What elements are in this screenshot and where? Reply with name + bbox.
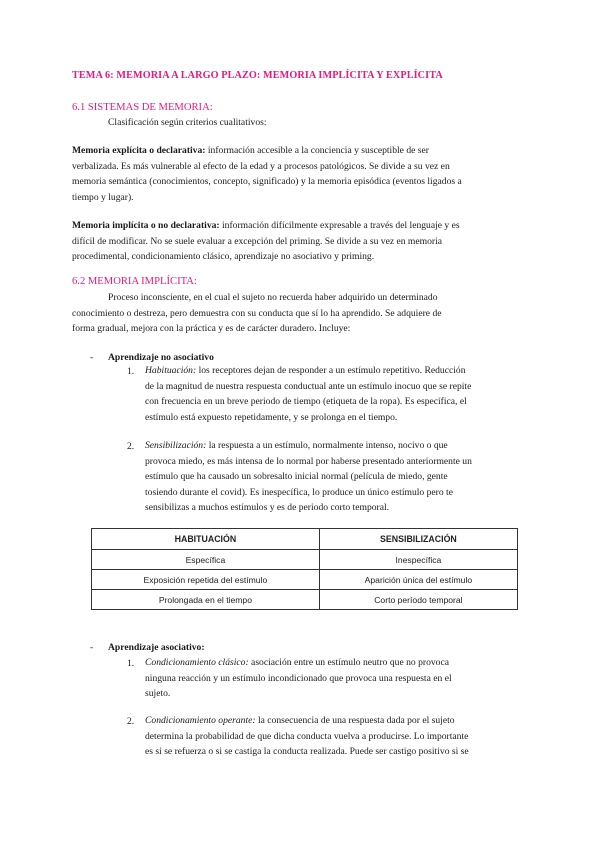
table-header: HABITUACIÓN [92, 529, 320, 550]
table-header: SENSIBILIZACIÓN [319, 529, 517, 550]
text-line: la consecuencia de una respuesta dada por el sujeto [255, 715, 455, 726]
text-line: sensibilizas a muchos estímulos y es de periodo corto temporal. [145, 502, 390, 514]
text-line: tiempo y lugar). [72, 191, 134, 203]
text-line: estímulo está expuesto repetidamente, y se prolonga en el tiempo. [145, 411, 398, 423]
classical-conditioning-term: Condicionamiento clásico: [145, 657, 249, 668]
text-line: es si se refuerza o si se castiga la conducta realizada. Puede ser castigo positivo si se [145, 746, 469, 758]
text-line: asociación entre un estímulo neutro que no provoca [248, 657, 449, 668]
table-cell: Prolongada en el tiempo [92, 590, 320, 610]
table-cell: Corto período temporal [319, 590, 517, 610]
text-line: verbalizada. Es más vulnerable al efecto de la edad y a procesos patológicos. Se divide a su vez en [72, 160, 450, 172]
operant-conditioning-item [145, 713, 469, 760]
sensitization-item [145, 438, 472, 516]
text-line: memoria semántica (conocimientos, concepto, significado) y la memoria episódica (eventos ligados a [72, 176, 462, 188]
habituation-term: Habituación: [145, 365, 197, 376]
text-line: información accesible a la conciencia y susceptible de ser [205, 145, 429, 156]
section-1-heading: 6.1 SISTEMAS DE MEMORIA: [72, 102, 213, 113]
table-row [92, 550, 518, 570]
associative-heading: Aprendizaje asociativo: [108, 642, 205, 653]
list-number: 2. [127, 441, 135, 452]
text-line: con frecuencia en un breve periodo de tiempo (etiqueta de la ropa). Es específica, el [145, 396, 467, 408]
bullet-dash: - [90, 642, 94, 653]
text-line: tosiendo durante el covid). Es inespecífica, lo produce un único estímulo pero te [145, 486, 453, 498]
list-number: 2. [127, 716, 135, 727]
text-line: Proceso inconsciente, en el cual el sujeto no recuerda haber adquirido un determinado [108, 292, 438, 303]
implicit-memory-paragraph [72, 218, 460, 265]
table-row [92, 590, 518, 610]
comparison-table [91, 528, 518, 610]
text-line: forma gradual, mejora con la práctica y es de carácter duradero. Incluye: [72, 323, 351, 335]
non-associative-heading: Aprendizaje no asociativo [108, 352, 214, 363]
section-2-heading: 6.2 MEMORIA IMPLÍCITA: [72, 276, 197, 287]
text-line: estímulo que ha causado un sobresalto inicial normal (película de miedo, gente [145, 471, 448, 483]
text-line: conocimiento o destreza, pero demuestra con su conducta que sí lo ha aprendido. Se adquiere de [72, 307, 442, 319]
table-row [92, 570, 518, 590]
text-line: determina la probabilidad de que dicha conducta vuelva a producirse. Lo importante [145, 730, 469, 742]
section-2-intro-paragraph [72, 290, 532, 337]
list-number: 1. [127, 366, 135, 377]
text-line: la respuesta a un estímulo, normalmente intenso, nocivo o que [206, 440, 448, 451]
classical-conditioning-item [145, 655, 452, 702]
implicit-memory-term: Memoria implícita o no declarativa: [72, 220, 220, 231]
list-number: 1. [127, 658, 135, 669]
table-header-row [92, 529, 518, 550]
page-title: TEMA 6: MEMORIA A LARGO PLAZO: MEMORIA IMPLÍCITA Y EXPLÍCITA [72, 70, 443, 81]
bullet-dash: - [90, 352, 94, 363]
text-line: sujeto. [145, 688, 171, 700]
table-cell: Inespecífica [319, 550, 517, 570]
explicit-memory-term: Memoria explícita o declarativa: [72, 145, 206, 156]
section-1-intro: Clasificación según criterios cualitativos: [108, 117, 267, 128]
operant-conditioning-term: Condicionamiento operante: [145, 715, 256, 726]
sensitization-term: Sensibilización: [145, 440, 207, 451]
habituation-item [145, 363, 471, 425]
text-line: ninguna reacción y un estímulo incondicionado que provoca una respuesta en el [145, 672, 452, 684]
table-cell: Específica [92, 550, 320, 570]
table-cell: Aparición única del estímulo [319, 570, 517, 590]
text-line: provoca miedo, es más intensa de lo normal por haberse presentado anteriormente un [145, 455, 472, 467]
text-line: procedimental, condicionamiento clásico, aprendizaje no asociativo y priming. [72, 251, 375, 263]
text-line: difícil de modificar. No se suele evaluar a excepción del priming. Se divide a su vez en memoria [72, 235, 443, 247]
explicit-memory-paragraph [72, 143, 462, 205]
table-cell: Exposición repetida del estímulo [92, 570, 320, 590]
text-line: de la magnitud de nuestra respuesta conductual ante un estímulo inocuo que se repite [145, 380, 472, 392]
text-line: información difícilmente expresable a través del lenguaje y es [219, 220, 460, 231]
text-line: los receptores dejan de responder a un estímulo repetitivo. Reducción [196, 365, 466, 376]
